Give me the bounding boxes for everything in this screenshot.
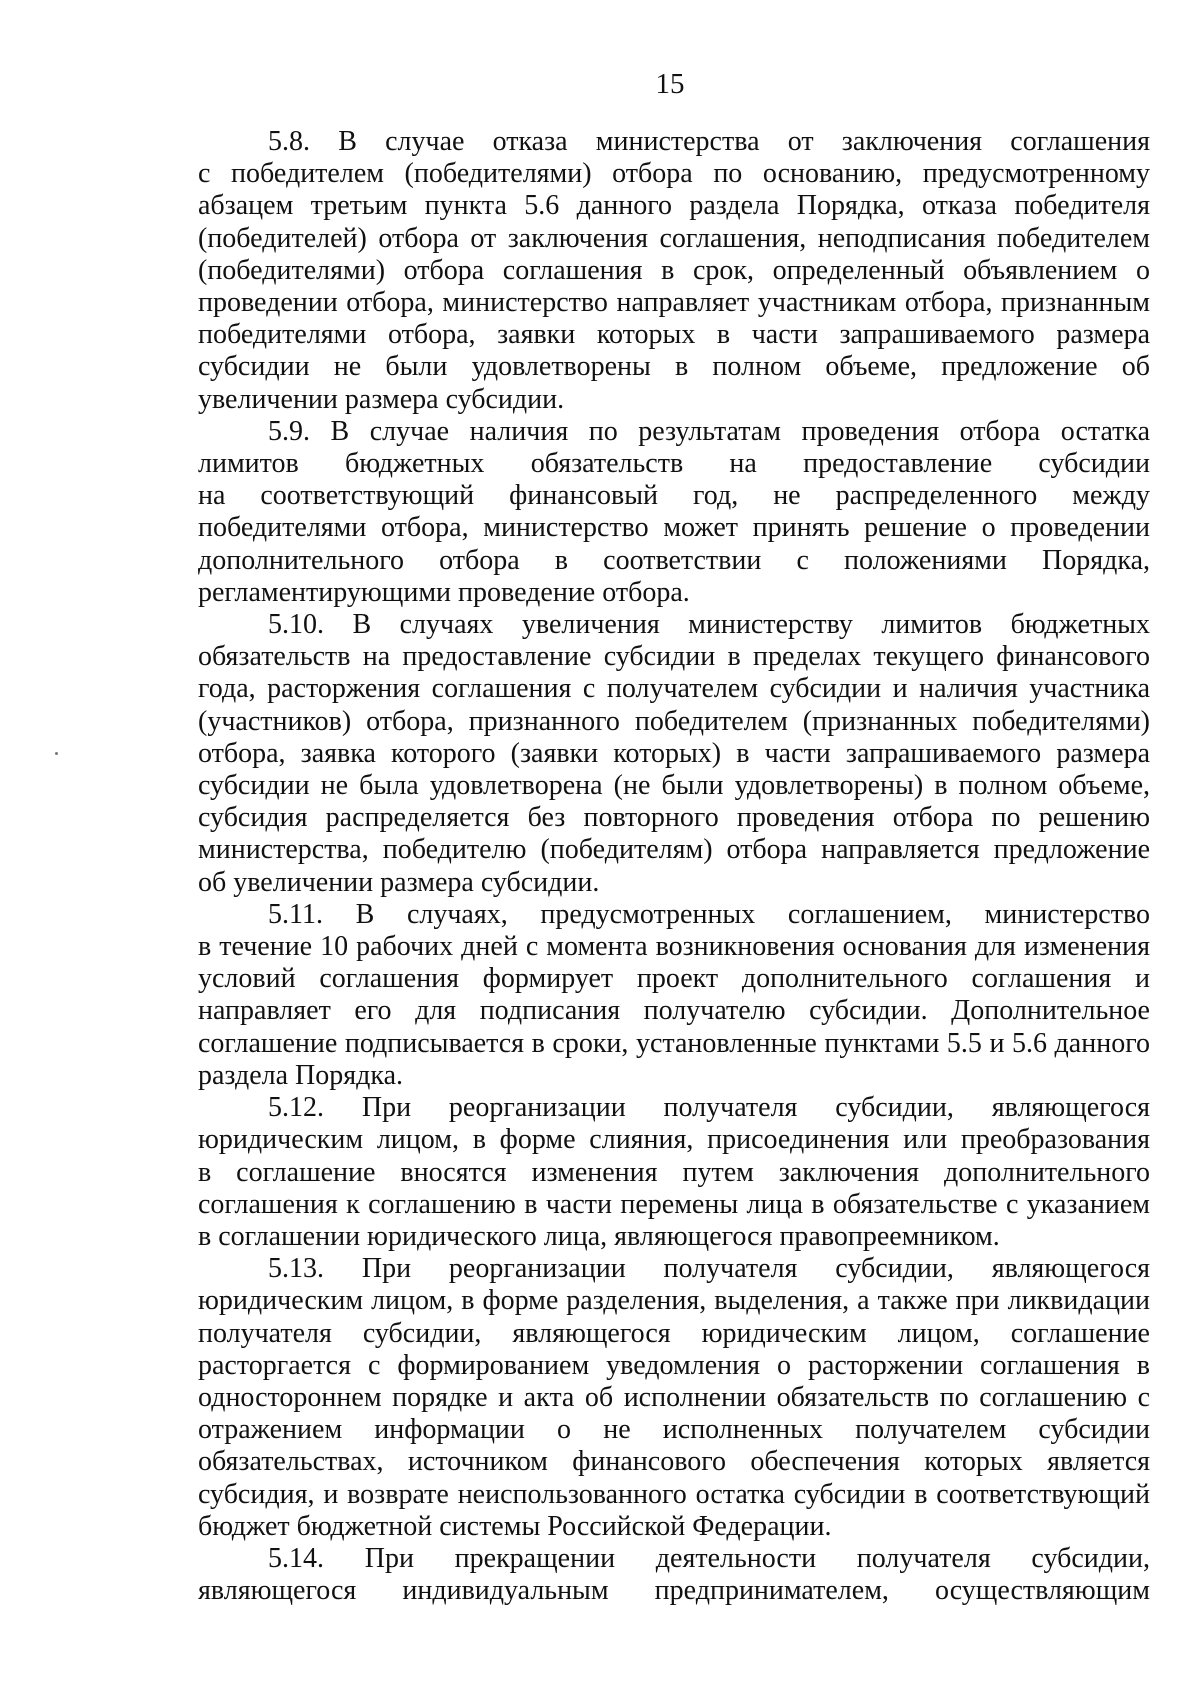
page-number: 15 — [655, 68, 685, 100]
text-line: лимитов бюджетных обязательств на предоставление субсидии — [198, 448, 1150, 480]
text-line: (победителями) отбора соглашения в срок, определенный объявлением о — [198, 254, 1150, 286]
text-line: соглашение подписывается в сроки, установленные пунктами 5.5 и 5.6 данного — [198, 1027, 1150, 1059]
text-line: в соглашении юридического лица, являющегося правопреемником. — [198, 1220, 1000, 1252]
text-line: направляет его для подписания получателю субсидии. Дополнительное — [198, 995, 1150, 1027]
text-line: 5.11. В случаях, предусмотренных соглашением, министерство — [268, 898, 1150, 930]
text-line: дополнительного отбора в соответствии с положениями Порядка, — [198, 544, 1150, 576]
text-line: министерства, победителю (победителям) отбора направляется предложение — [198, 834, 1150, 866]
text-line: победителями отбора, заявки которых в части запрашиваемого размера — [198, 319, 1150, 351]
text-line: отбора, заявка которого (заявки которых) в части запрашиваемого размера — [198, 737, 1150, 769]
text-line: проведении отбора, министерство направляет участникам отбора, признанным — [198, 287, 1150, 319]
text-line: соглашения к соглашению в части перемены лица в обязательстве с указанием — [198, 1188, 1150, 1220]
text-line: раздела Порядка. — [198, 1059, 404, 1091]
paragraph — [198, 1543, 1150, 1607]
text-line: 5.8. В случае отказа министерства от заключения соглашения — [268, 126, 1150, 157]
text-line: обязательствах, источником финансового обеспечения которых является — [198, 1446, 1150, 1478]
text-line: на соответствующий финансовый год, не распределенного между — [198, 480, 1150, 512]
text-line: субсидия распределяется без повторного проведения отбора по решению — [198, 802, 1150, 834]
text-line: обязательств на предоставление субсидии в пределах текущего финансового — [198, 641, 1150, 673]
paragraph — [198, 899, 1150, 1092]
text-line: регламентирующими проведение отбора. — [198, 576, 690, 608]
paragraph — [198, 126, 1150, 416]
text-line: 5.12. При реорганизации получателя субсидии, являющегося — [268, 1092, 1150, 1124]
text-line: победителями отбора, министерство может принять решение о проведении — [198, 512, 1150, 544]
text-line: отражением информации о не исполненных получателем субсидии — [198, 1414, 1150, 1446]
text-line: увеличении размера субсидии. — [198, 383, 565, 415]
text-line: 5.10. В случаях увеличения министерству лимитов бюджетных — [268, 609, 1150, 641]
text-line: об увеличении размера субсидии. — [198, 866, 600, 898]
text-line: бюджет бюджетной системы Российской Федерации. — [198, 1510, 832, 1542]
paragraph — [198, 1092, 1150, 1253]
text-line: 5.14. При прекращении деятельности получателя субсидии, — [268, 1542, 1150, 1574]
text-line: субсидии не были удовлетворены в полном объеме, предложение об — [198, 351, 1150, 383]
paragraph — [198, 1253, 1150, 1543]
text-line: субсидии не была удовлетворена (не были удовлетворены) в полном объеме, — [198, 770, 1150, 802]
paragraph — [198, 609, 1150, 899]
text-line: одностороннем порядке и акта об исполнении обязательств по соглашению с — [198, 1381, 1150, 1413]
text-line: получателя субсидии, являющегося юридическим лицом, соглашение — [198, 1317, 1150, 1349]
text-line: расторгается с формированием уведомления о расторжении соглашения в — [198, 1349, 1150, 1381]
paragraph — [198, 416, 1150, 609]
text-line: юридическим лицом, в форме разделения, выделения, а также при ликвидации — [198, 1285, 1150, 1317]
text-line: 5.13. При реорганизации получателя субсидии, являющегося — [268, 1253, 1150, 1285]
scan-speck — [55, 752, 58, 755]
text-line: (участников) отбора, признанного победителем (признанных победителями) — [198, 705, 1150, 737]
text-line: 5.9. В случае наличия по результатам проведения отбора остатка — [268, 415, 1150, 447]
text-line: абзацем третьим пункта 5.6 данного раздела Порядка, отказа победителя — [198, 190, 1150, 222]
document-body — [198, 126, 1150, 1607]
text-line: в соглашение вносятся изменения путем заключения дополнительного — [198, 1156, 1150, 1188]
text-line: года, расторжения соглашения с получателем субсидии и наличия участника — [198, 673, 1150, 705]
text-line: субсидия, и возврате неиспользованного остатка субсидии в соответствующий — [198, 1478, 1150, 1510]
text-line: с победителем (победителями) отбора по основанию, предусмотренному — [198, 158, 1150, 190]
text-line: условий соглашения формирует проект дополнительного соглашения и — [198, 963, 1150, 995]
text-line: являющегося индивидуальным предпринимателем, осуществляющим — [198, 1575, 1150, 1607]
text-line: (победителей) отбора от заключения соглашения, неподписания победителем — [198, 222, 1150, 254]
text-line: в течение 10 рабочих дней с момента возникновения основания для изменения — [198, 931, 1150, 963]
text-line: юридическим лицом, в форме слияния, присоединения или преобразования — [198, 1124, 1150, 1156]
